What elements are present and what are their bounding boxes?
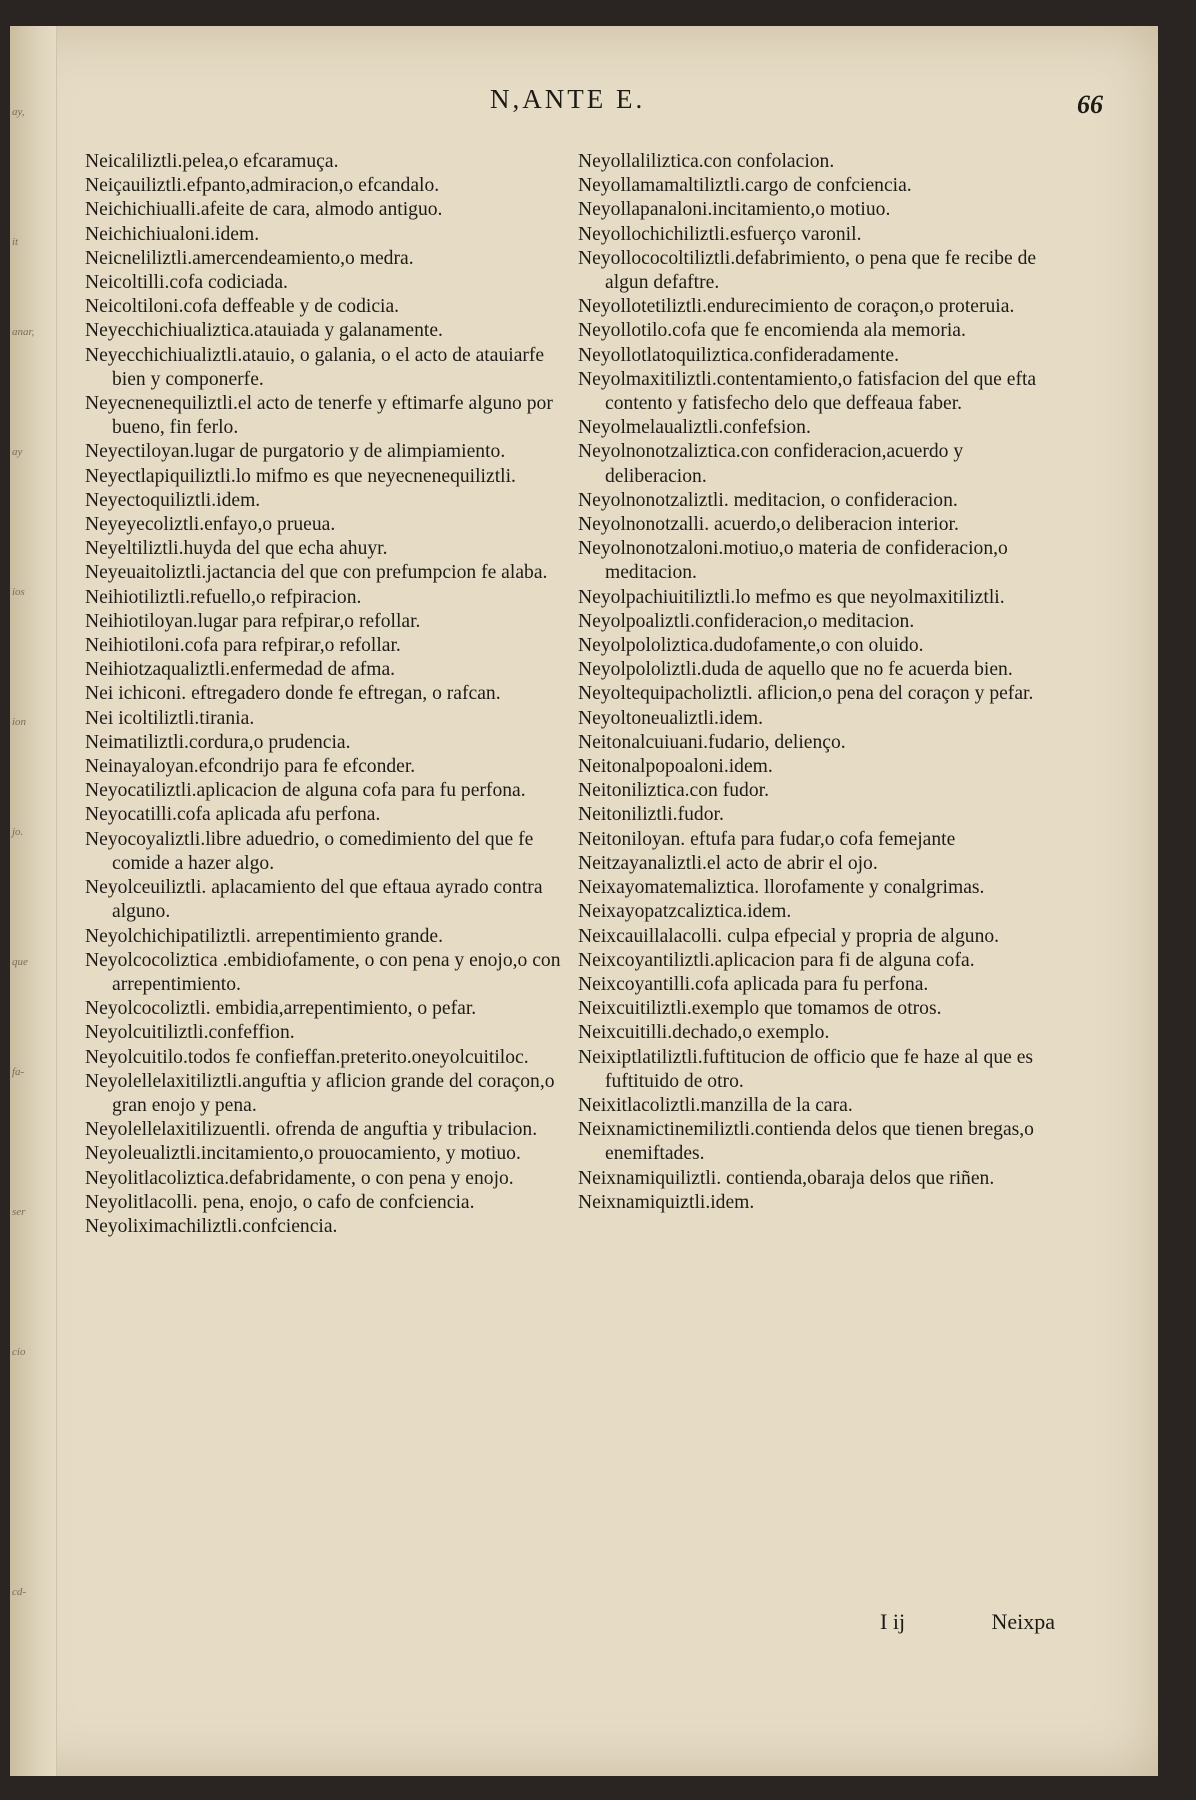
dictionary-entry: Nei icoltiliztli.tirania. xyxy=(85,707,255,729)
dictionary-entry: Neyeuaitoliztli.jactancia del que con prefumpcion fe alaba. xyxy=(85,562,548,584)
dictionary-entry: Neicaliliztli.pelea,o efcaramuça. xyxy=(85,151,339,172)
dictionary-entry: Neyolpololiztli.duda de aquello que no fe acuerda bien. xyxy=(578,659,1013,681)
catchword: Neixpa xyxy=(991,1609,1055,1634)
dictionary-entry: Neyolpachiuitiliztli.lo mefmo es que neyolmaxitiliztli. xyxy=(578,586,1005,608)
dictionary-entry: Neyectiloyan.lugar de purgatorio y de alimpiamiento. xyxy=(85,441,506,463)
margin-note: cio xyxy=(12,1346,26,1358)
dictionary-entry: Neyolellelaxitilizuentli. ofrenda de anguftia y tribulacion. xyxy=(85,1119,538,1141)
dictionary-entry: Neiçauiliztli.efpanto,admiracion,o efcandalo. xyxy=(85,175,440,197)
margin-note: it xyxy=(12,236,19,248)
dictionary-entry: Neixcoyantilli.cofa aplicada para fu perfona. xyxy=(578,973,929,995)
dictionary-entry: Neitoniliztica.con fudor. xyxy=(578,780,769,802)
dictionary-entry: Neixayomatemaliztica. llorofamente y conalgrimas. xyxy=(578,877,985,899)
dictionary-entry: Neixcauillalacolli. culpa efpecial y propria de alguno. xyxy=(578,925,1000,947)
dictionary-entry: Neyollapanaloni.incitamiento,o motiuo. xyxy=(578,199,891,221)
margin-note: ion xyxy=(12,716,27,728)
dictionary-entry: Neyolnonotzaliztli. meditacion, o confideracion. xyxy=(578,489,958,511)
dictionary-entry: Neyocatiliztli.aplicacion de alguna cofa para fu perfona. xyxy=(85,780,526,802)
dictionary-entry: Neyolchichipatiliztli. arrepentimiento grande. xyxy=(85,925,443,947)
dictionary-entry: Neyolcocoliztica .embidiofamente, o con pena y enojo,o con arrepentimiento. xyxy=(85,949,561,995)
dictionary-entry: Neihiotzaqualiztli.enfermedad de afma. xyxy=(85,659,396,681)
dictionary-entry: Neyolmaxitiliztli.contentamiento,o fatisfacion del que efta contento y fatisfecho delo que deffeaua faber. xyxy=(578,368,1037,415)
dictionary-entry: Neyolcuitiliztli.confeffion. xyxy=(85,1022,295,1044)
dictionary-entry: Neichichiualoni.idem. xyxy=(85,223,260,245)
dictionary-entry: Neyolcocoliztli. embidia,arrepentimiento, o pefar. xyxy=(85,998,477,1020)
dictionary-entry: Neichichiualli.afeite de cara, almodo antiguo. xyxy=(85,199,443,221)
dictionary-entry: Neyolitlacolli. pena, enojo, o cafo de confciencia. xyxy=(85,1191,475,1213)
dictionary-entry: Neimatiliztli.cordura,o prudencia. xyxy=(85,731,351,753)
dictionary-entry: Neitonalcuiuani.fudario, delienço. xyxy=(578,731,846,753)
dictionary-entry: Neyecchichiualiztli.atauio, o galania, o el acto de atauiarfe bien y componerfe. xyxy=(85,344,545,390)
dictionary-entry: Neixitlacoliztli.manzilla de la cara. xyxy=(578,1094,853,1116)
dictionary-entry: Neyocoyaliztli.libre aduedrio, o comedimiento del que fe comide a hazer algo. xyxy=(85,828,534,874)
margin-note: que xyxy=(12,956,28,968)
dictionary-entry: Neixayopatzcaliztica.idem. xyxy=(578,901,792,923)
dictionary-entry: Neihiotiliztli.refuello,o refpiracion. xyxy=(85,586,362,608)
margin-note: ay, xyxy=(12,106,25,118)
signature-mark: I ij xyxy=(880,1609,906,1634)
dictionary-entry: Neicoltiloni.cofa deffeable y de codicia. xyxy=(85,296,400,318)
dictionary-entry: Neihiotiloyan.lugar para refpirar,o refollar. xyxy=(85,610,421,632)
dictionary-entry: Neicoltilli.cofa codiciada. xyxy=(85,272,288,294)
dictionary-entry: Neyolnonotzalli. acuerdo,o deliberacion interior. xyxy=(578,514,959,536)
dictionary-entry: Neyolnonotzaloni.motiuo,o materia de confideracion,o meditacion. xyxy=(578,538,1008,584)
dictionary-entry: Neyecchichiualiztica.atauiada y galanamente. xyxy=(85,320,443,342)
margin-note: ios xyxy=(12,586,25,598)
dictionary-entry: Neitonalpopoaloni.idem. xyxy=(578,756,773,778)
dictionary-entry: Neitoniliztli.fudor. xyxy=(578,804,724,826)
margin-note: anar, xyxy=(12,326,35,338)
dictionary-entry: Neyolpoaliztli.confideracion,o meditacion. xyxy=(578,610,915,632)
dictionary-entry: Neyollococoltiliztli.defabrimiento, o pena que fe recibe de algun defaftre. xyxy=(578,247,1037,294)
dictionary-entry: Neihiotiloni.cofa para refpirar,o refollar. xyxy=(85,635,401,657)
dictionary-entry: Neyollamamaltiliztli.cargo de confciencia. xyxy=(578,175,912,197)
dictionary-entry: Neixcoyantiliztli.aplicacion para fi de alguna cofa. xyxy=(578,949,975,971)
dictionary-entry: Neyoltoneualiztli.idem. xyxy=(578,707,764,729)
folio-number: 66 xyxy=(1077,90,1103,119)
dictionary-entry: Neyolitlacoliztica.defabridamente, o con pena y enojo. xyxy=(85,1167,514,1189)
dictionary-entry: Neyolnonotzaliztica.con confideracion,acuerdo y deliberacion. xyxy=(578,441,964,487)
dictionary-entry: Neyoltequipacholiztli. aflicion,o pena del coraçon y pefar. xyxy=(578,683,1034,705)
facing-page-edge xyxy=(10,26,57,1776)
dictionary-entry: Neitzayanaliztli.el acto de abrir el ojo. xyxy=(578,852,878,874)
book-page xyxy=(10,26,1158,1776)
dictionary-entry: Neixnamiquiliztli. contienda,obaraja delos que riñen. xyxy=(578,1167,995,1189)
dictionary-entry: Neyolceuiliztli. aplacamiento del que eftaua ayrado contra alguno. xyxy=(85,877,543,923)
dictionary-entry: Neyoleualiztli.incitamiento,o prouocamiento, y motiuo. xyxy=(85,1143,521,1165)
dictionary-entry: Neyolellelaxitiliztli.anguftia y aflicion grande del coraçon,o gran enojo y pena. xyxy=(85,1070,555,1116)
dictionary-entry: Neyollotetiliztli.endurecimiento de coraçon,o proteruia. xyxy=(578,296,1015,318)
dictionary-entry: Neyollochichiliztli.esfuerço varonil. xyxy=(578,223,862,245)
dictionary-entry: Neyollaliliztica.con confolacion. xyxy=(578,151,835,172)
dictionary-entry: Neyolcuitilo.todos fe confieffan.preterito.oneyolcuitiloc. xyxy=(85,1046,529,1068)
dictionary-entry: Neinayaloyan.efcondrijo para fe efconder. xyxy=(85,756,416,778)
margin-note: fa- xyxy=(12,1066,25,1078)
dictionary-entry: Nei ichiconi. eftregadero donde fe eftregan, o rafcan. xyxy=(85,683,501,705)
dictionary-entry: Neicneliliztli.amercendeamiento,o medra. xyxy=(85,247,414,269)
dictionary-entry: Neyolmelaualiztli.confefsion. xyxy=(578,417,811,439)
dictionary-entry: Neyeltiliztli.huyda del que echa ahuyr. xyxy=(85,538,388,560)
dictionary-entry: Neyectlapiquiliztli.lo mifmo es que neyecnenequiliztli. xyxy=(85,465,516,487)
dictionary-entry: Neitoniloyan. eftufa para fudar,o cofa femejante xyxy=(578,828,956,850)
dictionary-entry: Neyoliximachiliztli.confciencia. xyxy=(85,1215,338,1237)
dictionary-entry: Neyecnenequiliztli.el acto de tenerfe y eftimarfe alguno por bueno, fin ferlo. xyxy=(85,393,553,439)
left-column xyxy=(85,150,567,1239)
dictionary-entry: Neyeyecoliztli.enfayo,o prueua. xyxy=(85,514,336,536)
margin-note: jo. xyxy=(12,826,24,838)
margin-note: ay xyxy=(12,446,23,458)
right-column xyxy=(578,150,1064,1215)
dictionary-entry: Neyolpololiztica.dudofamente,o con oluido. xyxy=(578,635,924,657)
dictionary-entry: Neixnamictinemiliztli.contienda delos que tienen bregas,o enemiftades. xyxy=(578,1119,1034,1165)
dictionary-entry: Neixcuitiliztli.exemplo que tomamos de otros. xyxy=(578,998,942,1020)
margin-note: ser xyxy=(12,1206,26,1218)
dictionary-entry: Neixnamiquiztli.idem. xyxy=(578,1191,755,1213)
dictionary-entry: Neyectoquiliztli.idem. xyxy=(85,489,261,511)
dictionary-entry: Neyocatilli.cofa aplicada afu perfona. xyxy=(85,804,381,826)
dictionary-entry: Neyollotlatoquiliztica.confideradamente. xyxy=(578,344,899,366)
dictionary-entry: Neixcuitilli.dechado,o exemplo. xyxy=(578,1022,830,1044)
dictionary-entry: Neyollotilo.cofa que fe encomienda ala memoria. xyxy=(578,320,966,342)
margin-note: cd- xyxy=(12,1586,27,1598)
dictionary-entry: Neixiptlatiliztli.fuftitucion de officio que fe haze al que es fuftituido de otro. xyxy=(578,1046,1034,1092)
running-header: N,ANTE E. xyxy=(490,84,646,114)
